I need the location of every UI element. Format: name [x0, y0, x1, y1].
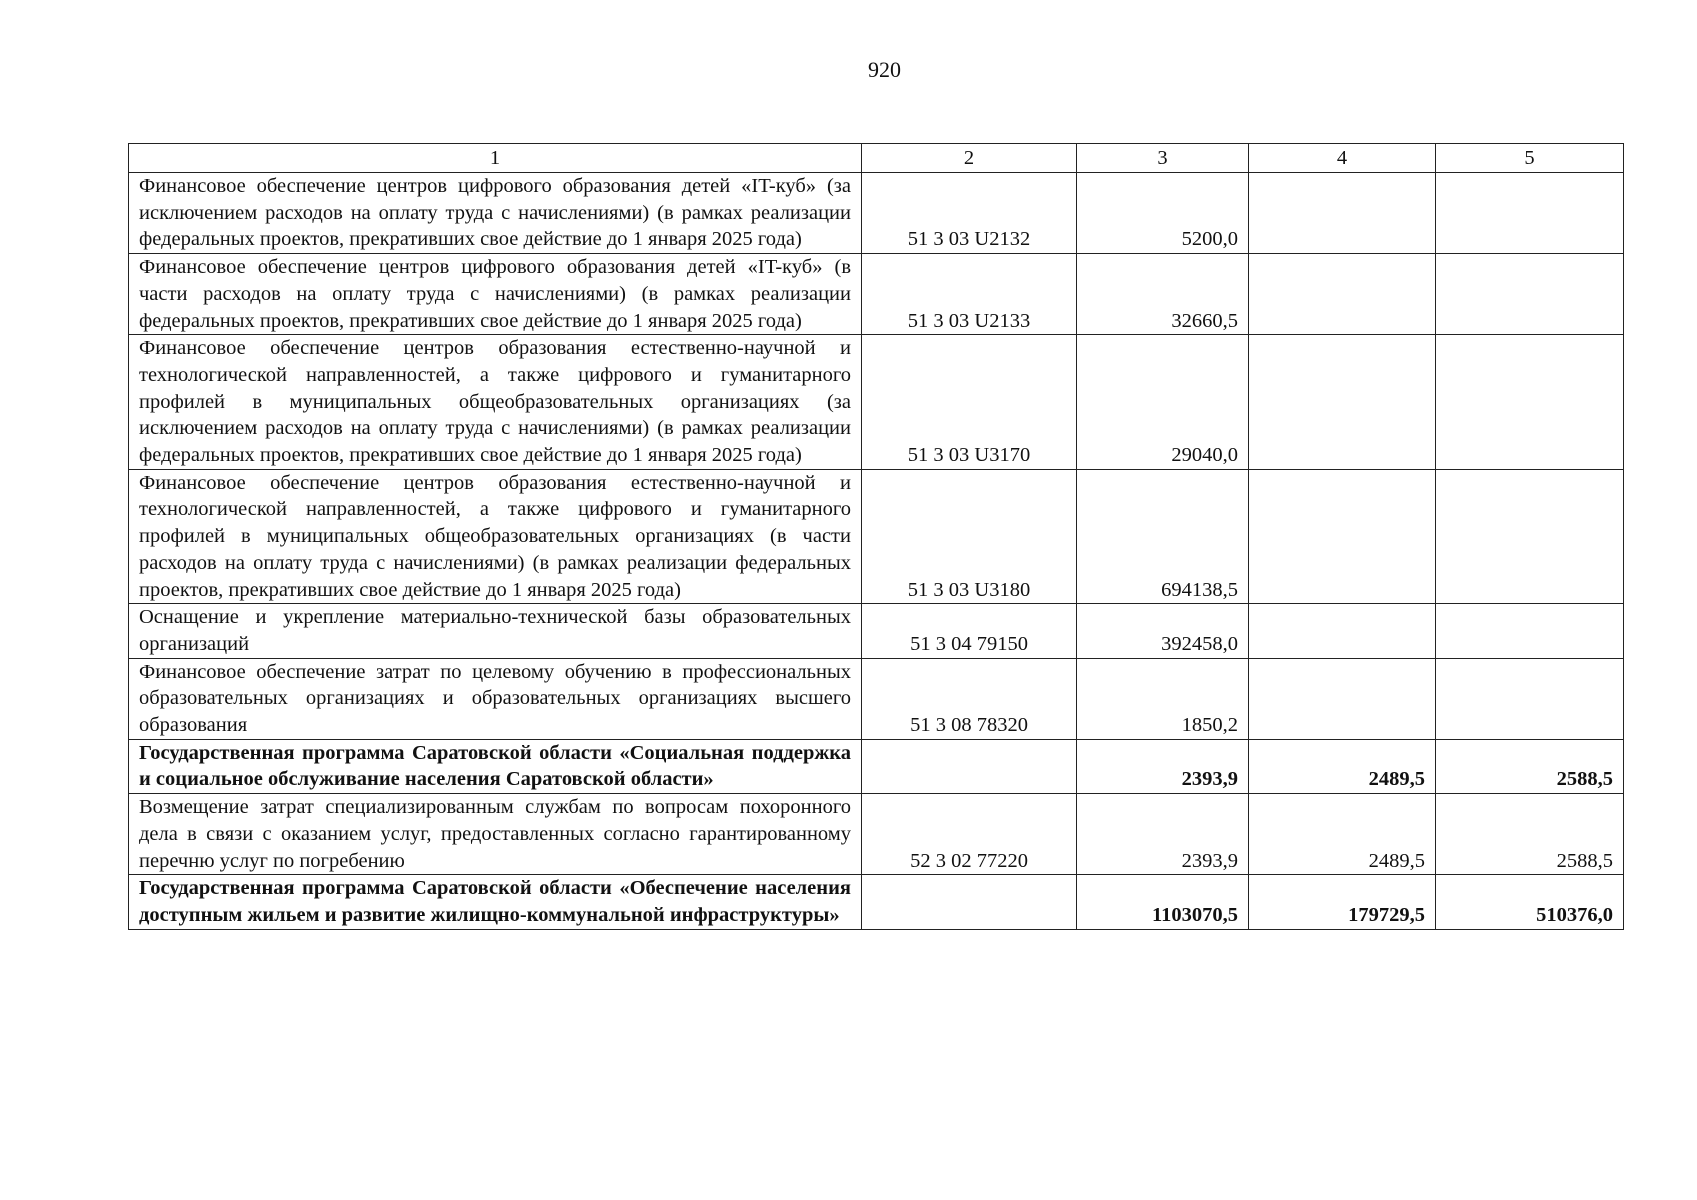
row-value-col5-cell: [1436, 469, 1624, 604]
row-value-col4-cell: [1249, 335, 1436, 470]
row-code-cell: 51 3 03 U2132: [862, 173, 1077, 254]
row-description-cell: Государственная программа Саратовской области «Социальная поддержка и социальное обслуживание населения Саратовской области»: [129, 739, 862, 793]
row-value-col5-cell: 2588,5: [1436, 739, 1624, 793]
budget-table: [128, 143, 1624, 930]
row-value-col4-cell: 2489,5: [1249, 739, 1436, 793]
row-value-col3-cell: 2393,9: [1077, 739, 1249, 793]
row-description-cell: Возмещение затрат специализированным службам по вопросам похоронного дела в связи с оказанием услуг, предоставленных согласно гарантированному перечню услуг по погребению: [129, 794, 862, 875]
table-row: [129, 469, 1624, 604]
row-value-col4-cell: [1249, 254, 1436, 335]
row-value-col3-cell: 5200,0: [1077, 173, 1249, 254]
table-row: [129, 254, 1624, 335]
row-description-cell: Финансовое обеспечение центров образования естественно-научной и технологической направленностей, а также цифрового и гуманитарного профилей в муниципальных общеобразовательных организациях (за исключением расходов на оплату труда с начислениями) (в рамках реализации федеральных проектов, прекративших свое действие до 1 января 2025 года): [129, 335, 862, 470]
row-value-col5-cell: [1436, 604, 1624, 658]
row-value-col3-cell: 2393,9: [1077, 794, 1249, 875]
row-description-cell: Финансовое обеспечение центров цифрового образования детей «IT-куб» (за исключением расходов на оплату труда с начислениями) (в рамках реализации федеральных проектов, прекративших свое действие до 1 января 2025 года): [129, 173, 862, 254]
row-value-col4-cell: [1249, 658, 1436, 739]
row-value-col5-cell: 2588,5: [1436, 794, 1624, 875]
row-code-cell: 51 3 03 U3180: [862, 469, 1077, 604]
table-row-program-total: [129, 875, 1624, 929]
table-row: [129, 658, 1624, 739]
table-row-program-total: [129, 739, 1624, 793]
header-cell-4: 4: [1249, 144, 1436, 173]
table-row: [129, 173, 1624, 254]
header-cell-5: 5: [1436, 144, 1624, 173]
row-code-cell: 51 3 03 U2133: [862, 254, 1077, 335]
row-description-cell: Государственная программа Саратовской области «Обеспечение населения доступным жильем и развитие жилищно-коммунальной инфраструктуры»: [129, 875, 862, 929]
row-description-cell: Финансовое обеспечение затрат по целевому обучению в профессиональных образовательных организациях и образовательных организациях высшего образования: [129, 658, 862, 739]
table-header-row: [129, 144, 1624, 173]
row-value-col5-cell: [1436, 658, 1624, 739]
budget-table-body: [129, 144, 1624, 930]
row-code-cell: [862, 739, 1077, 793]
row-value-col4-cell: [1249, 604, 1436, 658]
table-row: [129, 794, 1624, 875]
page-number: 920: [868, 57, 901, 82]
row-value-col3-cell: 32660,5: [1077, 254, 1249, 335]
table-row: [129, 335, 1624, 470]
row-value-col4-cell: [1249, 469, 1436, 604]
row-value-col4-cell: 179729,5: [1249, 875, 1436, 929]
row-value-col4-cell: 2489,5: [1249, 794, 1436, 875]
header-cell-1: 1: [129, 144, 862, 173]
row-value-col5-cell: [1436, 254, 1624, 335]
row-description-cell: Финансовое обеспечение центров цифрового образования детей «IT-куб» (в части расходов на оплату труда с начислениями) (в рамках реализации федеральных проектов, прекративших свое действие до 1 января 2025 года): [129, 254, 862, 335]
row-value-col3-cell: 392458,0: [1077, 604, 1249, 658]
header-cell-2: 2: [862, 144, 1077, 173]
row-value-col5-cell: [1436, 173, 1624, 254]
row-code-cell: [862, 875, 1077, 929]
header-cell-3: 3: [1077, 144, 1249, 173]
row-code-cell: 51 3 04 79150: [862, 604, 1077, 658]
row-value-col3-cell: 1103070,5: [1077, 875, 1249, 929]
row-code-cell: 51 3 03 U3170: [862, 335, 1077, 470]
row-code-cell: 51 3 08 78320: [862, 658, 1077, 739]
row-description-cell: Оснащение и укрепление материально-технической базы образовательных организаций: [129, 604, 862, 658]
row-value-col5-cell: [1436, 335, 1624, 470]
row-value-col3-cell: 1850,2: [1077, 658, 1249, 739]
row-description-cell: Финансовое обеспечение центров образования естественно-научной и технологической направленностей, а также цифрового и гуманитарного профилей в муниципальных общеобразовательных организациях (в части расходов на оплату труда с начислениями) (в рамках реализации федеральных проектов, прекративших свое действие до 1 января 2025 года): [129, 469, 862, 604]
row-value-col3-cell: 29040,0: [1077, 335, 1249, 470]
row-value-col3-cell: 694138,5: [1077, 469, 1249, 604]
row-value-col5-cell: 510376,0: [1436, 875, 1624, 929]
row-code-cell: 52 3 02 77220: [862, 794, 1077, 875]
table-row: [129, 604, 1624, 658]
row-value-col4-cell: [1249, 173, 1436, 254]
